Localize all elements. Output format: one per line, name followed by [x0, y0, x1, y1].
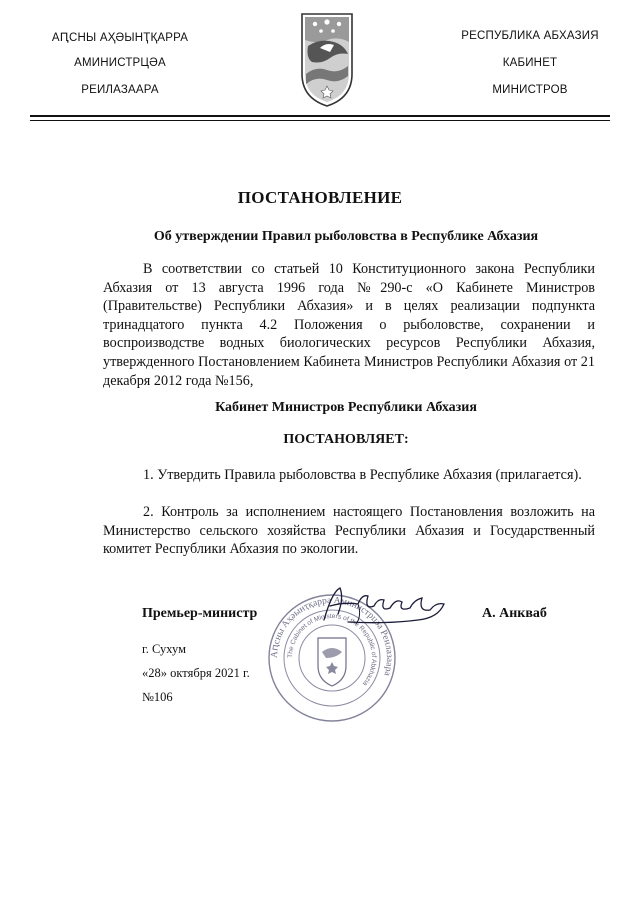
resolves-heading: ПОСТАНОВЛЯЕТ: [283, 432, 409, 447]
header-divider-thin [30, 120, 610, 121]
place: г. Сухум [142, 642, 187, 656]
signatory-name: А. Анкваб [482, 606, 547, 621]
seal-inner-text: The Cabinet of Ministers of the Republic of Abkhazia [286, 612, 378, 687]
preamble-text: В соответствии со статьей 10 Конституционного закона Республики Абхазия от 13 августа 1996 года №290-с «О Кабинете Министров (Правительстве) Республики Абхазия» и в целях реализации подпункта тринадцатого пункта 4.2 Положения о рыболовстве, сохранении и воспроизводстве водных биологических ресурсов Республики Абхазия, утвержденного Постановлением Кабинета Министров Республики Абхазия от 21 декабря 2012 года №156, [103, 261, 595, 389]
handwritten-signature-icon [318, 584, 452, 628]
date: «28» октября 2021 г. [142, 666, 250, 680]
issuer: Кабинет Министров Республики Абхазия [215, 400, 477, 415]
header-divider-thick [30, 115, 610, 117]
header-left-line2: АМИНИСТРЦӘА [74, 57, 166, 69]
item-1-text: 1. Утвердить Правила рыболовства в Республике Абхазия (прилагается). [143, 467, 582, 483]
header-right-line3: МИНИСТРОВ [492, 84, 568, 96]
preamble-paragraph [103, 260, 595, 390]
document-title: ПОСТАНОВЛЕНИЕ [237, 188, 403, 207]
header-left-line3: РЕИЛАЗААРА [81, 84, 159, 96]
header-right-line2: КАБИНЕТ [502, 57, 558, 69]
item-2-text: 2. Контроль за исполнением настоящего Постановления возложить на Министерство сельского хозяйства Республики Абхазия и Государственный комитет Республики Абхазия по экологии. [103, 504, 595, 558]
item-2 [103, 503, 595, 559]
seal-outer-text: Аԥсны Аҳәынҭқарра Аминистрцәа Реилазаара [269, 595, 395, 677]
document-subject: Об утверждении Правил рыболовства в Республике Абхазия [153, 229, 539, 244]
coat-of-arms-icon [300, 12, 354, 108]
document-number: №106 [142, 690, 173, 704]
signatory-position: Премьер-министр [142, 606, 258, 621]
header-right-line1: РЕСПУБЛИКА АБХАЗИЯ [461, 30, 599, 42]
item-1 [103, 466, 595, 485]
header-left-line1: АԤСНЫ АҲӘЫНҬҚАРРА [51, 32, 189, 44]
